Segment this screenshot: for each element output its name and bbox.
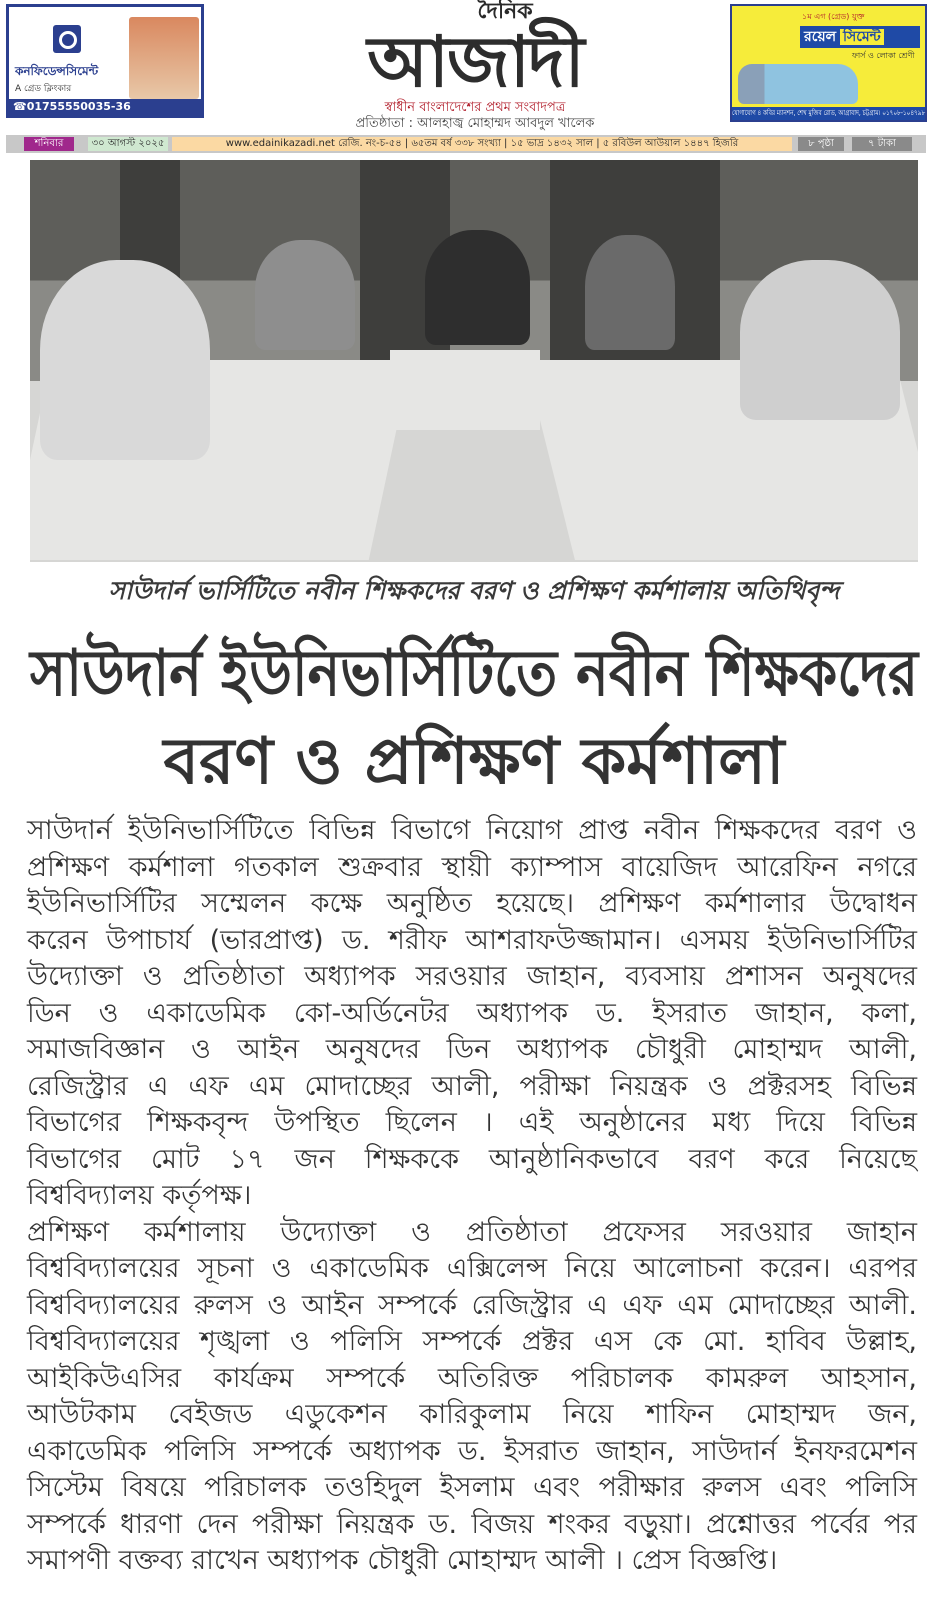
headline-line: সাউদার্ন ইউনিভার্সিটিতে নবীন শিক্ষকদের bbox=[30, 637, 919, 711]
masthead-slogan: স্বাধীন বাংলাদেশের প্রথম সংবাদপত্র bbox=[384, 100, 566, 115]
body-line: রেজিস্ট্রার এ এফ এম মোদাচ্ছের আলী, পরীক্ষা নিয়ন্ত্রক ও প্রক্টরসহ বিভিন্ন bbox=[27, 1070, 917, 1102]
body-line: সিস্টেম বিষয়ে পরিচালক তওহিদুল ইসলাম এবং পরীক্ষার রুলস এবং পলিসি bbox=[27, 1472, 917, 1503]
advertisement-royal-cement[interactable] bbox=[730, 4, 927, 122]
masthead-founder: প্রতিষ্ঠাতা : আলহাজ্ব মোহাম্মদ আবদুল খালেক bbox=[355, 116, 595, 131]
cement-truck-image bbox=[738, 64, 858, 104]
ad-address: যোগাযোগ ৪ কবির ম্যানশন, শেখ মুজিব রোড, আগ্রাবাদ, চট্টগ্রাম। ০১৭০৮-১০৪৭৯৮ bbox=[732, 107, 925, 120]
ad-subtext: ফার্স ও লোকা শ্রেণী bbox=[852, 51, 915, 60]
body-line: একাডেমিক পলিসি সম্পর্কে অধ্যাপক ড. ইসরাত জাহান, সাউদার্ন ইনফরমেশন bbox=[27, 1435, 917, 1467]
person bbox=[425, 230, 530, 345]
body-line: আউটকাম বেইজড এডুকেশন কারিকুলাম নিয়ে শাফিন মোহাম্মদ জন, bbox=[27, 1399, 917, 1430]
cement-bag-image bbox=[129, 17, 199, 99]
body-line: প্রশিক্ষণ কর্মশালা গতকাল শুক্রবার স্থায়ী ক্যাম্পাস বায়েজিদ আরেফিন নগরে bbox=[27, 851, 917, 883]
issue-details: www.edainikazadi.net রেজি. নং-চ-৫৪ | ৬৫তম বর্ষ ৩৩৮ সংখ্যা | ১৫ ভাদ্র ১৪৩২ সাল | ৫ রবিউল আউয়াল ১৪৪৭ হিজরি bbox=[172, 137, 792, 151]
body-line: ইউনিভার্সিটির সম্মেলন কক্ষে অনুষ্ঠিত হয়েছে। প্রশিক্ষণ কর্মশালার উদ্বোধন bbox=[27, 888, 917, 919]
article-headline bbox=[30, 630, 918, 810]
ad-tagline: A গ্রেড ক্লিংকার bbox=[15, 84, 72, 94]
ad-brand-a: রয়েল bbox=[804, 29, 837, 45]
ad-phone: ☎01755550035-36 bbox=[9, 99, 201, 115]
body-line: বিশ্ববিদ্যালয়ের রুলস ও আইন সম্পর্কে রেজিস্ট্রার এ এফ এম মোদাচ্ছের আলী. bbox=[27, 1289, 917, 1321]
body-line: বিশ্ববিদ্যালয়ের শৃঙ্খলা ও পলিসি সম্পর্কে প্রক্টর এস কে মো. হাবিব উল্লাহ, bbox=[27, 1326, 917, 1357]
body-line: আইকিউএসির কার্যক্রম সম্পর্কে অতিরিক্ত পরিচালক কামরুল আহসান, bbox=[27, 1362, 917, 1394]
body-line: করেন উপাচার্য (ভারপ্রাপ্ত) ড. শরীফ আশরাফউজ্জামান। এসময় ইউনিভার্সিটির bbox=[27, 924, 917, 956]
masthead bbox=[285, 0, 665, 132]
ad-brand bbox=[800, 26, 920, 48]
advertisement-confidence-cement[interactable] bbox=[6, 4, 204, 118]
article-photo bbox=[30, 160, 918, 562]
issue-info-bar bbox=[6, 135, 926, 153]
masthead-prefix: দৈনিক bbox=[477, 0, 533, 24]
body-line: উদ্যোক্তা ও প্রতিষ্ঠাতা অধ্যাপক সরওয়ার জাহান, ব্যবসায় প্রশাসন অনুষদের bbox=[27, 961, 917, 992]
person bbox=[255, 240, 355, 350]
issue-day: শনিবার bbox=[24, 137, 74, 151]
ad-top-text: ১ম এগ (গ্রেড) যুক্ত bbox=[802, 12, 865, 21]
person bbox=[40, 260, 210, 460]
person bbox=[740, 260, 900, 420]
page-count: ৮ পৃষ্ঠা bbox=[798, 137, 844, 151]
confidence-logo-icon bbox=[53, 25, 81, 53]
article-body bbox=[27, 813, 917, 1580]
photo-caption: সাউদার্ন ভার্সিটিতে নবীন শিক্ষকদের বরণ ও প্রশিক্ষণ কর্মশালায় অতিথিবৃন্দ bbox=[108, 576, 840, 605]
conference-table bbox=[390, 350, 540, 430]
body-line: ডিন ও একাডেমিক কো-অর্ডিনেটর অধ্যাপক ড. ইসরাত জাহান, কলা, bbox=[27, 997, 917, 1029]
body-line: বিভাগের শিক্ষকবৃন্দ উপস্থিত ছিলেন । এই অনুষ্ঠানের মধ্য দিয়ে বিভিন্ন bbox=[27, 1107, 917, 1138]
body-line: সম্পর্কে ধারণা দেন পরীক্ষা নিয়ন্ত্রক ড. বিজয় শংকর বড়ুয়া। প্রশ্নোত্তর পর্বের পর bbox=[27, 1508, 917, 1540]
issue-price: ৭ টাকা bbox=[852, 137, 912, 151]
issue-date: ৩০ আগস্ট ২০২৫ bbox=[88, 137, 168, 151]
newspaper-name: আজাদী bbox=[367, 21, 583, 103]
person bbox=[585, 235, 675, 350]
body-line: বিভাগের মোট ১৭ জন শিক্ষককে আনুষ্ঠানিকভাবে বরণ করে নিয়েছে bbox=[27, 1143, 917, 1175]
body-line: প্রশিক্ষণ কর্মশালায় উদ্যোক্তা ও প্রতিষ্ঠাতা প্রফেসর সরওয়ার জাহান bbox=[27, 1216, 917, 1248]
ad-brand-b: সিমেন্ট bbox=[840, 29, 884, 45]
body-line: সমাজবিজ্ঞান ও আইন অনুষদের ডিন অধ্যাপক চৌধুরী মোহাম্মদ আলী, bbox=[27, 1034, 917, 1065]
ad-brand: কনফিডেন্সসিমেন্ট bbox=[15, 64, 99, 78]
body-line: সমাপণী বক্তব্য রাখেন অধ্যাপক চৌধুরী মোহাম্মদ আলী । প্রেস বিজ্ঞপ্তি। bbox=[27, 1545, 778, 1576]
body-line: বিশ্ববিদ্যালয় কর্তৃপক্ষ। bbox=[27, 1180, 252, 1211]
headline-line: বরণ ও প্রশিক্ষণ কর্মশালা bbox=[163, 725, 785, 799]
body-line: সাউদার্ন ইউনিভার্সিটিতে বিভিন্ন বিভাগে নিয়োগ প্রাপ্ত নবীন শিক্ষকদের বরণ ও bbox=[27, 815, 917, 846]
body-line: বিশ্ববিদ্যালয়ের সূচনা ও একাডেমিক এক্সিলেন্স নিয়ে আলোচনা করেন। এরপর bbox=[27, 1253, 917, 1284]
